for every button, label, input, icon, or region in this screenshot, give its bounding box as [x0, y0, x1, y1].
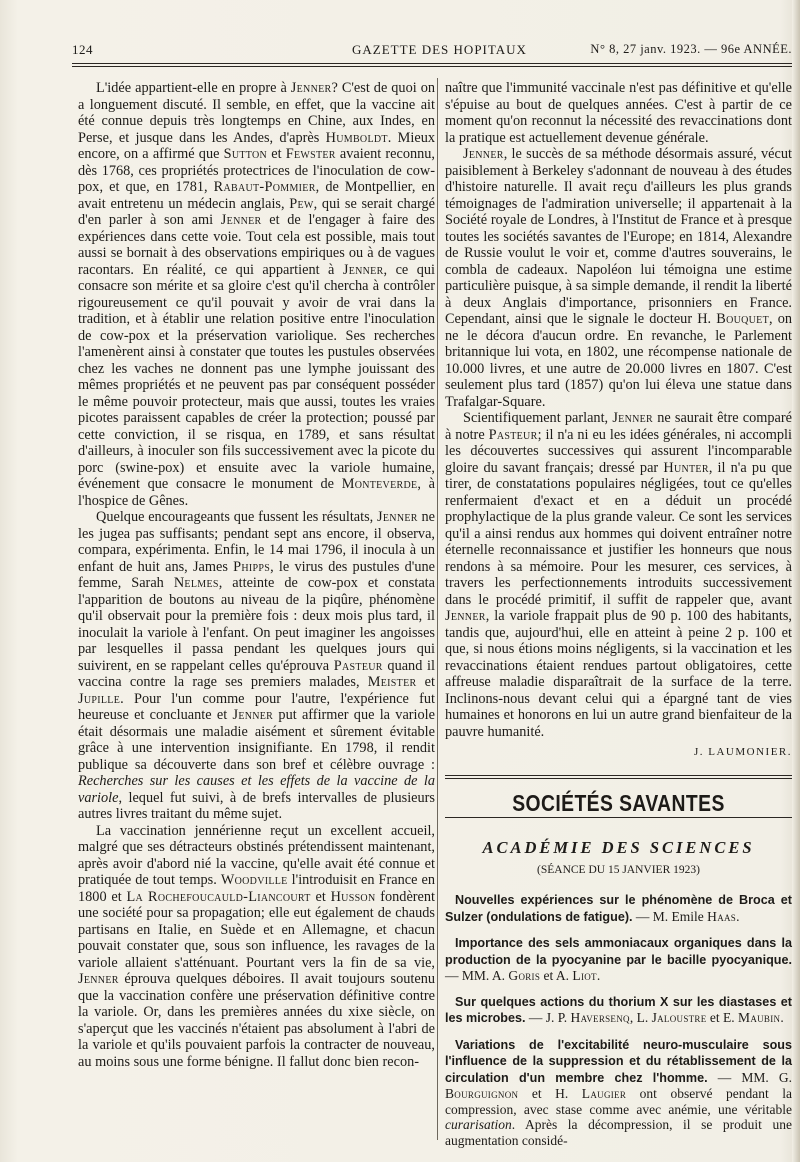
person-name: Rabaut-Pommier	[213, 179, 316, 195]
person-name: Jenner	[220, 212, 262, 228]
academy-heading: ACADÉMIE DES SCIENCES	[482, 838, 755, 857]
author-signature: J. LAUMONIER.	[693, 746, 792, 758]
column-separator	[437, 78, 438, 1140]
book-title: Recherches sur les causes et les effets de la vaccine de la variole	[78, 773, 435, 806]
person-name: Sutton	[223, 146, 268, 162]
header-rule	[72, 63, 792, 64]
section-title: SOCIÉTÉS SAVANTES	[512, 789, 725, 816]
left-column	[78, 80, 435, 1070]
person-name: Nelmes	[173, 575, 219, 591]
report-item: Importance des sels ammoniacaux organiques dans la production de la pyocyanine par le bacille pyocyanique. — MM. A. Goris et A. Liot.	[445, 936, 792, 983]
person-name: Jenner	[463, 146, 504, 162]
person-name: La Rochefoucauld-Liancourt	[126, 888, 311, 905]
paragraph-4: naître que l'immunité vaccinale n'est pas définitive et qu'elle s'épuise au bout de quelques années. C'est à partir de ce moment qu'on reconnut la nécessité des revaccinations dont la pratique est actuellement devenue générale.	[445, 80, 792, 146]
person-name: Monteverde	[341, 476, 418, 492]
paragraph-6: Scientifiquement parlant, Jenner ne saurait être comparé à notre Pasteur; il n'a ni eu les idées générales, ni accompli les découvertes successives qui assurent l'incomparable gloire du savant français; dressé par Hunter, il n'a pu que tirer, de constatations populaires négligées, tout ce qu'elles renfermaient d'exact et en a déduit un procédé prophylactique de la plus grande valeur. Ce sont les services qu'il a ainsi rendus aux hommes qui doivent entraîner notre éternelle reconnaissance et justifier les honneurs que nous rendons à sa mémoire. Pour les mesurer, ces services, à travers les perfectionnements introduits successivement dans le procédé primitif, il suffit de rappeler que, avant Jenner, la variole frappait plus de 90 p. 100 des habitants, tandis que, aujourd'hui, elle en atteint à peine 2 p. 100 et que, si nous étions moins négligents, si la vaccination et les revaccinations étaient rendues partout obligatoires, cette affreuse maladie disparaîtrait de la surface de la terre. Inclinons-nous devant celui qui a épargné tant de vies humaines et honorons en lui un autre grand bienfaiteur de la pauvre humanité.	[445, 410, 792, 740]
right-column	[445, 80, 792, 1158]
person-name: Pasteur	[333, 657, 383, 674]
person-name: Jenner	[290, 80, 332, 96]
person-name: Fewster	[285, 146, 336, 162]
person-name: Humboldt	[325, 129, 388, 146]
paragraph-2: Quelque encourageants que fussent les résultats, Jenner ne les jugea pas suffisants; pendant sept ans encore, il observa, compara, expérimenta. Enfin, le 14 mai 1796, il inocula à un enfant de huit ans, James Phipps, le virus des pustules d'une femme, Sarah Nelmes, atteinte de cow-pox et constata l'apparition de boutons au niveau de la piqûre, phénomène qu'il observait pour la première fois : deux mois plus tard, il inoculait la variole à l'enfant. On peut imaginer les angoisses par lesquelles il passa pendant les quelques jours qui suivirent, en se rappelant celles qu'éprouva Pasteur quand il vaccina contre la rage ses premiers malades, Meister et Jupille. Pour l'un comme pour l'autre, l'expérience fut heureuse et concluante et Jenner put affirmer que la variole était désormais une maladie aisément et sûrement évitable grâce à une intervention insignifiante. En 1798, il rendit publique sa découverte dans son bref et célèbre ouvrage : Recherches sur les causes et les effets de la vaccine de la variole, lequel fut suivi, à de brefs intervalles de plusieurs autres livres traitant du même sujet.	[78, 509, 436, 822]
section-divider	[445, 775, 792, 779]
author-name: Haversenq	[570, 1010, 630, 1025]
report-title: Variations de l'excitabilité neuro-musculaire sous l'influence de la suppression et du rétablissement de la circulation d'un membre chez l'homme.	[445, 1037, 792, 1085]
term: curarisation	[445, 1117, 512, 1132]
person-name: Bouquet	[716, 311, 769, 327]
person-name: Pew	[289, 195, 314, 212]
session-date: (SÉANCE DU 15 JANVIER 1923)	[537, 863, 700, 876]
page-number: 124	[72, 42, 93, 57]
person-name: Hunter	[663, 459, 709, 476]
report-title: Importance des sels ammoniacaux organiques dans la production de la pyocyanine par le bacille pyocyanique.	[445, 936, 792, 967]
author-name: Maubin	[738, 1010, 781, 1025]
header-rule-secondary	[72, 66, 792, 67]
person-name: Husson	[330, 888, 376, 905]
person-name: Jenner	[342, 261, 384, 278]
person-name: Jenner	[232, 707, 274, 723]
running-header	[72, 42, 792, 58]
report-title: Sur quelques actions du thorium X sur les diastases et les microbes.	[445, 994, 792, 1025]
person-name: Jenner	[612, 410, 654, 426]
report-item: Sur quelques actions du thorium X sur les diastases et les microbes. — J. P. Haversenq, L. Jaloustre et E. Maubin.	[445, 994, 792, 1025]
journal-title: GAZETTE DES HOPITAUX	[352, 42, 527, 57]
report-item: Nouvelles expériences sur le phénomène de Broca et Sulzer (ondulations de fatigue). — M. Emile Haas.	[445, 893, 792, 924]
author-name: Bourguignon	[445, 1086, 519, 1101]
paragraph-5: Jenner, le succès de sa méthode désormais assuré, vécut paisiblement à Berkeley s'adonnant de nouveau à des études d'histoire naturelle. Il avait reçu d'ailleurs les plus grands témoignages de l'admiration universelle; il appartenait à la Société royale de Londres, à l'Institut de France et à presque toutes les sociétés savantes de l'Europe; en 1814, Alexandre de Russie voulut le voir et, comme d'autres souverains, le combla de cadeaux. Napoléon lui témoigna une estime particulière puisque, à sa simple demande, il rendit la liberté à deux Anglais d'importance, prisonniers en France. Cependant, ainsi que le signale le docteur H. Bouquet, on ne le décora d'aucun ordre. En revanche, le Parlement britannique lui vota, en 1802, une récompense nationale de 10.000 livres, et une autre de 20.000 livres en 1807. C'est seulement plus tard (1857) qu'on lui éleva une statue dans Trafalgar-Square.	[445, 146, 792, 410]
issue-info: N° 8, 27 janv. 1923. — 96e ANNÉE.	[590, 42, 792, 56]
person-name: Phipps	[233, 558, 271, 575]
person-name: Pasteur	[488, 426, 538, 443]
author-name: Laugier	[581, 1086, 627, 1101]
page-edge	[792, 0, 800, 1162]
author-name: Haas	[707, 908, 737, 924]
author-name: Goris	[508, 968, 541, 983]
person-name: Jenner	[377, 509, 418, 525]
author-name: Liot	[572, 968, 597, 983]
paragraph-1: L'idée appartient-elle en propre à Jenner? C'est de quoi on a longuement discuté. Il semble, en effet, que la vaccine ait été connue depuis très longtemps en Chine, aux Indes, en Perse, et jusque dans les Andes, d'après Humboldt. Mieux encore, on a affirmé que Sutton et Fewster avaient reconnu, dès 1768, ces propriétés protectrices de l'inoculation de cow-pox, et que, en 1781, Rabaut-Pommier, de Montpellier, en avait entretenu un médecin anglais, Pew, qui se serait chargé d'en parler à son ami Jenner et de l'engager à faire des expériences dans cette voie. Tout cela est possible, mais tout aussi se bornait à des observations empiriques ou à de vagues racontars. En réalité, ce qui appartient à Jenner, ce qui consacre son mérite et sa gloire c'est qu'il chercha à contrôler rigoureusement ce qu'il pouvait y avoir de vrai dans la tradition, et à établir une relation positive entre l'inoculation de cow-pox et la préservation variolique. Ses recherches l'amenèrent ainsi à constater que toutes les pustules observées chez les vaches ne donnent pas une lymphe jouissant des mêmes propriétés et ne peuvent pas par conséquent posséder le même pouvoir protecteur, mais que aussi, toutes les vraies picotes paraissent capables de créer la protection; poussé par cette conviction, il se risqua, en 1789, et sans résultat d'ailleurs, à inoculer son fils successivement avec la picote du porc (swine-pox) et ensuite avec la variole humaine, événement que consacre le monument de Monteverde, à l'hospice de Gênes.	[78, 80, 436, 509]
person-name: Woodville	[220, 872, 288, 888]
report-title: Nouvelles expériences sur le phénomène de Broca et Sulzer (ondulations de fatigue).	[445, 893, 792, 924]
section-title-rule	[445, 817, 792, 818]
report-item: Variations de l'excitabilité neuro-musculaire sous l'influence de la suppression et du rétablissement de la circulation d'un membre chez l'homme. — MM. G. Bourguignon et H. Laugier ont observé pendant la compression, avec stase comme avec anémie, une véritable curarisation. Après la décompression, il se produit une augmentation considé-	[445, 1037, 792, 1148]
author-name: Jaloustre	[651, 1010, 707, 1025]
person-name: Jenner	[78, 971, 119, 987]
paragraph-3: La vaccination jennérienne reçut un excellent accueil, malgré que ses détracteurs obstinés prétendissent maintenant, après avoir d'abord nié la vaccine, qu'elle avait été connue et pratiquée de tout temps. Woodville l'introduisit en France en 1800 et La Rochefoucauld-Liancourt et Husson fondèrent une société pour sa propagation; elle eut également de chauds partisans en Italie, en Suède et en Allemagne, et chacun pouvait constater que, sous son influence, les ravages de la variole allaient s'atténuant. Pourtant vers la fin de sa vie, Jenner éprouva quelques déboires. Il avait toujours soutenu que la vaccination confère une préservation définitive contre la variole. Or, dans les premières années du xixe siècle, on s'aperçut que les vaccinés n'étaient pas absolument à l'abri de la variole et qu'ils pouvaient parfois la contracter de nouveau, au moins sous une forme bénigne. Il fallut donc bien recon-	[78, 822, 436, 1070]
person-name: Jenner	[445, 608, 486, 624]
person-name: Jupille	[78, 690, 121, 707]
person-name: Meister	[367, 674, 417, 690]
